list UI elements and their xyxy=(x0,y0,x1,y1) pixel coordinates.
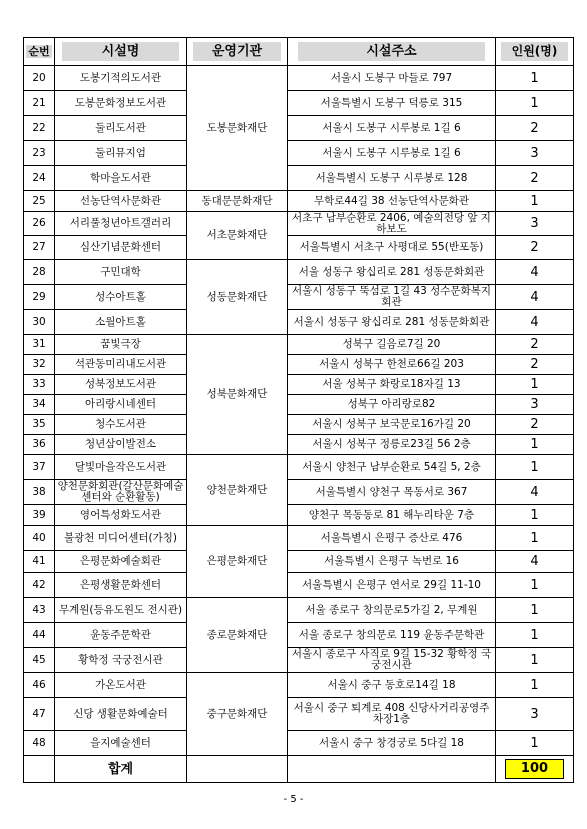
header-name: 시설명 xyxy=(55,38,187,66)
facility-name: 청수도서관 xyxy=(55,415,187,435)
facility-address: 서울시 도봉구 시루봉로 1길 6 xyxy=(288,116,496,141)
row-no: 45 xyxy=(24,648,55,673)
facility-name: 달빛마을작은도서관 xyxy=(55,455,187,480)
table-row xyxy=(24,731,574,756)
row-no: 29 xyxy=(24,285,55,310)
facility-count: 1 xyxy=(496,526,574,551)
facility-address: 성북구 길음로7길 20 xyxy=(288,335,496,355)
table-row xyxy=(24,335,574,355)
facility-address: 서울 종로구 창의문로 119 윤동주문학관 xyxy=(288,623,496,648)
row-no: 38 xyxy=(24,480,55,505)
table-row xyxy=(24,91,574,116)
table-row xyxy=(24,573,574,598)
facility-count: 1 xyxy=(496,598,574,623)
facility-count: 1 xyxy=(496,505,574,526)
table-row xyxy=(24,375,574,395)
facility-count: 1 xyxy=(496,673,574,698)
facility-count: 2 xyxy=(496,116,574,141)
facility-address: 서울특별시 서초구 사평대로 55(반포동) xyxy=(288,236,496,260)
table-row xyxy=(24,698,574,731)
facility-table xyxy=(23,37,574,783)
facility-address: 서울시 중구 퇴계로 408 신당사거리공영주차장1층 xyxy=(288,698,496,731)
facility-address: 서울특별시 은평구 증산로 476 xyxy=(288,526,496,551)
facility-name: 선농단역사문화관 xyxy=(55,191,187,212)
facility-count: 2 xyxy=(496,236,574,260)
table-row xyxy=(24,66,574,91)
facility-address: 서울특별시 은평구 연서로 29길 11-10 xyxy=(288,573,496,598)
operator-cell: 성북문화재단 xyxy=(187,335,288,455)
row-no: 36 xyxy=(24,435,55,455)
operator-cell: 양천문화재단 xyxy=(187,455,288,526)
facility-name: 은평문화예술회관 xyxy=(55,551,187,573)
facility-count: 4 xyxy=(496,310,574,335)
row-no: 34 xyxy=(24,395,55,415)
table-row xyxy=(24,623,574,648)
facility-address: 서울특별시 도봉구 덕릉로 315 xyxy=(288,91,496,116)
facility-address: 서울 성동구 왕십리로 281 성동문화회관 xyxy=(288,260,496,285)
facility-name: 석관동미리내도서관 xyxy=(55,355,187,375)
row-no: 33 xyxy=(24,375,55,395)
facility-address: 서울 종로구 창의문로5가길 2, 무계원 xyxy=(288,598,496,623)
table-row xyxy=(24,116,574,141)
facility-address: 서울시 성북구 한천로66길 203 xyxy=(288,355,496,375)
facility-name: 무계원(등유도원도 전시관) xyxy=(55,598,187,623)
facility-address: 서울시 종로구 사직로 9길 15-32 황학정 국궁전시관 xyxy=(288,648,496,673)
facility-name: 둘리뮤지엄 xyxy=(55,141,187,166)
total-empty-cell xyxy=(288,756,496,783)
row-no: 21 xyxy=(24,91,55,116)
table-row xyxy=(24,551,574,573)
facility-count: 3 xyxy=(496,698,574,731)
table-row xyxy=(24,166,574,191)
table-row xyxy=(24,212,574,236)
operator-cell: 서초문화재단 xyxy=(187,212,288,260)
row-no: 28 xyxy=(24,260,55,285)
facility-name: 성수아트홀 xyxy=(55,285,187,310)
facility-count: 1 xyxy=(496,435,574,455)
facility-count: 1 xyxy=(496,191,574,212)
facility-count: 4 xyxy=(496,285,574,310)
row-no: 48 xyxy=(24,731,55,756)
facility-name: 학마을도서관 xyxy=(55,166,187,191)
facility-name: 은평생활문화센터 xyxy=(55,573,187,598)
row-no: 46 xyxy=(24,673,55,698)
facility-count: 4 xyxy=(496,551,574,573)
operator-cell: 은평문화재단 xyxy=(187,526,288,598)
table-row xyxy=(24,415,574,435)
facility-name: 꿈빛극장 xyxy=(55,335,187,355)
facility-count: 1 xyxy=(496,623,574,648)
facility-address: 서울시 도봉구 마들로 797 xyxy=(288,66,496,91)
operator-cell: 중구문화재단 xyxy=(187,673,288,756)
table-row xyxy=(24,260,574,285)
facility-address: 서울특별시 은평구 녹번로 16 xyxy=(288,551,496,573)
facility-address: 서울시 중구 창경궁로 5다길 18 xyxy=(288,731,496,756)
row-no: 47 xyxy=(24,698,55,731)
facility-name: 도봉기적의도서관 xyxy=(55,66,187,91)
facility-name: 불광천 미디어센터(가칭) xyxy=(55,526,187,551)
table-row xyxy=(24,455,574,480)
table-row xyxy=(24,141,574,166)
total-label: 합계 xyxy=(55,756,187,783)
facility-address: 서울시 성동구 왕십리로 281 성동문화회관 xyxy=(288,310,496,335)
facility-name: 가온도서관 xyxy=(55,673,187,698)
facility-count: 4 xyxy=(496,480,574,505)
facility-name: 서리풀청년아트갤러리 xyxy=(55,212,187,236)
operator-cell: 동대문문화재단 xyxy=(187,191,288,212)
facility-count: 1 xyxy=(496,731,574,756)
facility-address: 서울시 성북구 정릉로23길 56 2층 xyxy=(288,435,496,455)
facility-count: 3 xyxy=(496,141,574,166)
row-no: 41 xyxy=(24,551,55,573)
header-address: 시설주소 xyxy=(288,38,496,66)
table-row xyxy=(24,285,574,310)
row-no: 23 xyxy=(24,141,55,166)
facility-address: 서울시 양천구 남부순환로 54길 5, 2층 xyxy=(288,455,496,480)
facility-count: 1 xyxy=(496,66,574,91)
page-number: - 5 - xyxy=(283,794,304,805)
facility-address: 양천구 목동동로 81 해누리타운 7층 xyxy=(288,505,496,526)
row-no: 42 xyxy=(24,573,55,598)
operator-cell: 도봉문화재단 xyxy=(187,66,288,191)
facility-count: 1 xyxy=(496,573,574,598)
table-row xyxy=(24,673,574,698)
facility-name: 심산기념문화센터 xyxy=(55,236,187,260)
row-no: 44 xyxy=(24,623,55,648)
facility-address: 무학로44길 38 선농단역사문화관 xyxy=(288,191,496,212)
facility-name: 황학정 국궁전시관 xyxy=(55,648,187,673)
facility-count: 1 xyxy=(496,375,574,395)
table-row xyxy=(24,648,574,673)
table-row xyxy=(24,310,574,335)
table-row xyxy=(24,395,574,415)
header-no: 순번 xyxy=(24,38,55,66)
row-no: 31 xyxy=(24,335,55,355)
facility-address: 서울 성북구 화랑로18자길 13 xyxy=(288,375,496,395)
facility-count: 2 xyxy=(496,166,574,191)
facility-count: 3 xyxy=(496,212,574,236)
facility-name: 구민대학 xyxy=(55,260,187,285)
row-no: 30 xyxy=(24,310,55,335)
row-no: 27 xyxy=(24,236,55,260)
facility-count: 2 xyxy=(496,335,574,355)
facility-name: 을지예술센터 xyxy=(55,731,187,756)
facility-name: 윤동주문학관 xyxy=(55,623,187,648)
row-no: 22 xyxy=(24,116,55,141)
table-row xyxy=(24,598,574,623)
facility-address: 서울특별시 양천구 목동서로 367 xyxy=(288,480,496,505)
facility-count: 1 xyxy=(496,648,574,673)
table-row xyxy=(24,505,574,526)
facility-count: 4 xyxy=(496,260,574,285)
row-no: 32 xyxy=(24,355,55,375)
total-value-cell xyxy=(496,756,574,783)
facility-address: 서초구 남부순환로 2406, 예술의전당 앞 지하보도 xyxy=(288,212,496,236)
facility-name: 영어특성화도서관 xyxy=(55,505,187,526)
facility-name: 도봉문화정보도서관 xyxy=(55,91,187,116)
operator-cell: 종로문화재단 xyxy=(187,598,288,673)
facility-count: 1 xyxy=(496,455,574,480)
operator-cell: 성동문화재단 xyxy=(187,260,288,335)
row-no: 26 xyxy=(24,212,55,236)
facility-name: 신당 생활문화예술터 xyxy=(55,698,187,731)
row-no: 43 xyxy=(24,598,55,623)
facility-name: 양천문화회관(갈산문화예술센터와 순환활동) xyxy=(55,480,187,505)
table-row xyxy=(24,435,574,455)
table-row xyxy=(24,236,574,260)
facility-address: 서울시 성북구 보국문로16가길 20 xyxy=(288,415,496,435)
facility-name: 청년삼이발전소 xyxy=(55,435,187,455)
header-operator: 운영기관 xyxy=(187,38,288,66)
table-row xyxy=(24,480,574,505)
row-no: 25 xyxy=(24,191,55,212)
total-row xyxy=(24,756,574,783)
facility-address: 서울시 중구 동호로14길 18 xyxy=(288,673,496,698)
facility-name: 아리랑시네센터 xyxy=(55,395,187,415)
table-row xyxy=(24,355,574,375)
row-no: 39 xyxy=(24,505,55,526)
total-empty-cell xyxy=(24,756,55,783)
facility-count: 1 xyxy=(496,91,574,116)
facility-name: 소월아트홀 xyxy=(55,310,187,335)
facility-name: 둘리도서관 xyxy=(55,116,187,141)
facility-count: 2 xyxy=(496,355,574,375)
facility-count: 3 xyxy=(496,395,574,415)
facility-address: 서울특별시 도봉구 시루봉로 128 xyxy=(288,166,496,191)
header-count: 인원(명) xyxy=(496,38,574,66)
header-row xyxy=(24,38,574,66)
table-row xyxy=(24,191,574,212)
facility-address: 서울시 성동구 뚝섬로 1길 43 성수문화복지회관 xyxy=(288,285,496,310)
row-no: 40 xyxy=(24,526,55,551)
row-no: 24 xyxy=(24,166,55,191)
row-no: 35 xyxy=(24,415,55,435)
facility-address: 서울시 도봉구 시루봉로 1길 6 xyxy=(288,141,496,166)
total-value: 100 xyxy=(505,759,564,779)
facility-address: 성북구 아리랑로82 xyxy=(288,395,496,415)
row-no: 37 xyxy=(24,455,55,480)
facility-name: 성북정보도서관 xyxy=(55,375,187,395)
table-row xyxy=(24,526,574,551)
row-no: 20 xyxy=(24,66,55,91)
facility-count: 2 xyxy=(496,415,574,435)
total-empty-cell xyxy=(187,756,288,783)
